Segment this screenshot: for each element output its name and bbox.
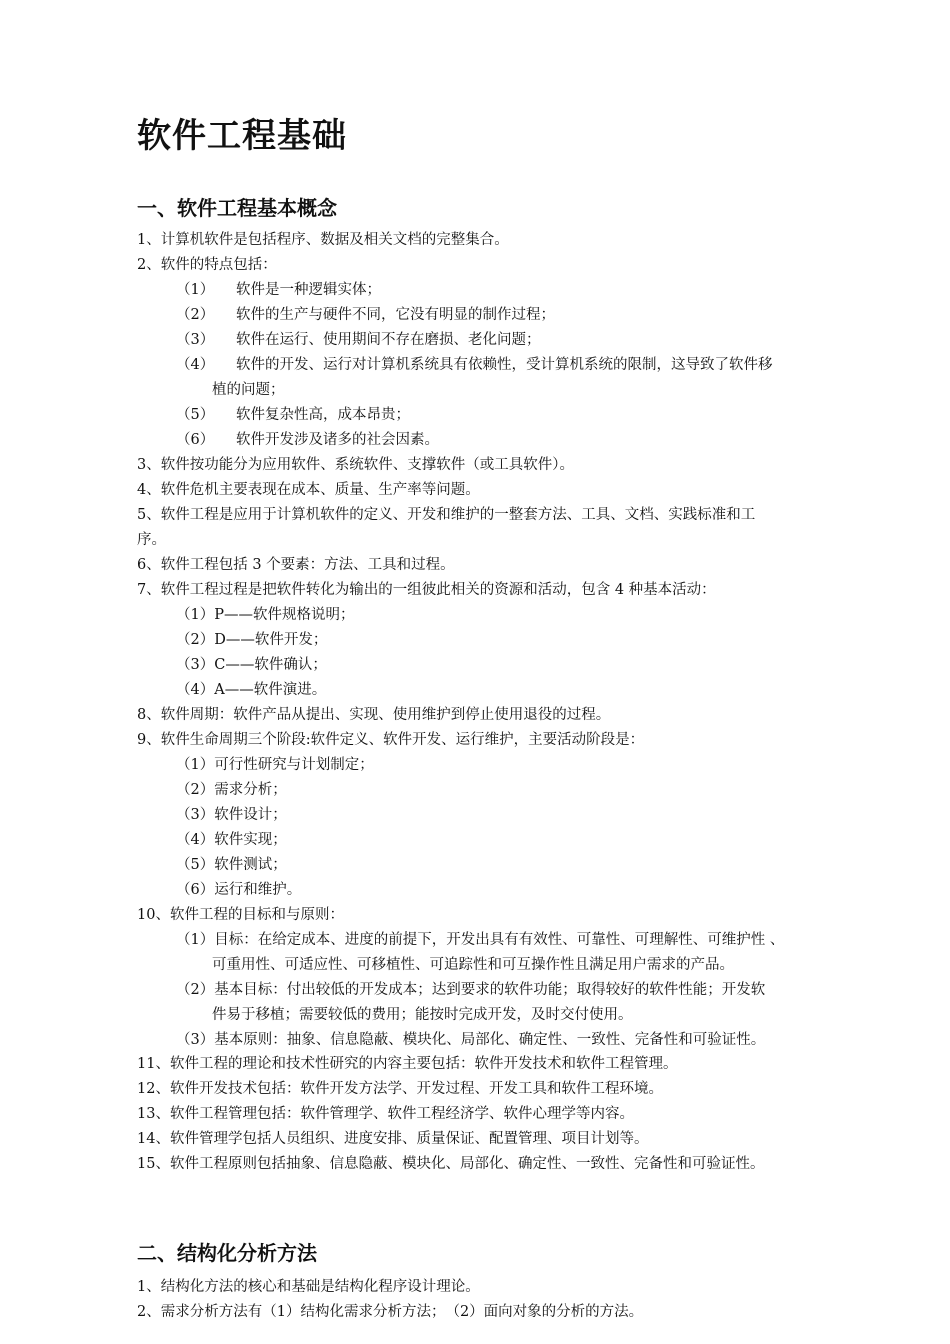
- stage-item-4: （4）软件实现；: [176, 832, 287, 848]
- goal-item-2-continued: 件易于移植；需要较低的费用；能按时完成开发，及时交付使用。: [212, 1007, 633, 1023]
- item-text: 软件是一种逻辑实体；: [236, 282, 381, 298]
- feature-item-5: [176, 405, 410, 425]
- feature-item-4: [176, 355, 773, 375]
- goal-item-1: （1）目标：在给定成本、进度的前提下，开发出具有有效性、可靠性、可理解性、可维护性 、: [176, 932, 785, 948]
- activity-item-2: （2）D——软件开发；: [176, 632, 328, 648]
- item-number: （2）: [176, 307, 215, 323]
- paragraph-9: 9、软件生命周期三个阶段:软件定义、软件开发、运行维护，主要活动阶段是：: [137, 732, 645, 748]
- paragraph-5: 5、软件工程是应用于计算机软件的定义、开发和维护的一整套方法、工具、文档、实践标准和工: [137, 507, 756, 523]
- goal-item-1-continued: 可重用性、可适应性、可移植性、可追踪性和可互操作性且满足用户需求的产品。: [212, 957, 734, 973]
- paragraph-12: 12、软件开发技术包括：软件开发方法学、开发过程、开发工具和软件工程环境。: [137, 1081, 663, 1097]
- paragraph-6: 6、软件工程包括 3 个要素：方法、工具和过程。: [137, 557, 455, 573]
- stage-item-2: （2）需求分析；: [176, 782, 287, 798]
- item-number: （5）: [176, 407, 215, 423]
- stage-item-1: （1）可行性研究与计划制定；: [176, 757, 374, 773]
- goal-item-3: （3）基本原则：抽象、信息隐蔽、模块化、局部化、确定性、一致性、完备性和可验证性。: [176, 1032, 766, 1048]
- item-text: 软件开发涉及诸多的社会因素。: [236, 432, 439, 448]
- item-text: 软件复杂性高，成本昂贵；: [236, 407, 410, 423]
- paragraph-2: 2、软件的特点包括：: [137, 257, 277, 273]
- activity-item-3: （3）C——软件确认；: [176, 657, 327, 673]
- item-number: （1）: [176, 282, 215, 298]
- paragraph-8: 8、软件周期：软件产品从提出、实现、使用维护到停止使用退役的过程。: [137, 707, 611, 723]
- section-heading-1: 一、软件工程基本概念: [137, 196, 337, 220]
- paragraph-13: 13、软件工程管理包括：软件管理学、软件工程经济学、软件心理学等内容。: [137, 1106, 634, 1122]
- paragraph-1: 1、计算机软件是包括程序、数据及相关文档的完整集合。: [137, 232, 509, 248]
- item-number: （3）: [176, 332, 215, 348]
- document-title: 软件工程基础: [137, 116, 347, 156]
- paragraph-4: 4、软件危机主要表现在成本、质量、生产率等问题。: [137, 482, 480, 498]
- item-text: 软件的生产与硬件不同，它没有明显的制作过程；: [236, 307, 555, 323]
- paragraph-3: 3、软件按功能分为应用软件、系统软件、支撑软件（或工具软件）。: [137, 457, 574, 473]
- stage-item-5: （5）软件测试；: [176, 857, 287, 873]
- feature-item-2: [176, 305, 555, 325]
- goal-item-2: （2）基本目标：付出较低的开发成本；达到要求的软件功能；取得较好的软件性能；开发软: [176, 982, 766, 998]
- paragraph-11: 11、软件工程的理论和技术性研究的内容主要包括：软件开发技术和软件工程管理。: [137, 1056, 678, 1072]
- paragraph-10: 10、软件工程的目标和与原则：: [137, 907, 344, 923]
- stage-item-3: （3）软件设计；: [176, 807, 287, 823]
- section2-paragraph-1: 1、结构化方法的核心和基础是结构化程序设计理论。: [137, 1279, 480, 1295]
- paragraph-5-continued: 序。: [137, 532, 166, 548]
- paragraph-15: 15、软件工程原则包括抽象、信息隐蔽、模块化、局部化、确定性、一致性、完备性和可验证性。: [137, 1156, 765, 1172]
- item-number: （4）: [176, 357, 215, 373]
- paragraph-14: 14、软件管理学包括人员组织、进度安排、质量保证、配置管理、项目计划等。: [137, 1131, 649, 1147]
- paragraph-7: 7、软件工程过程是把软件转化为输出的一组彼此相关的资源和活动，包含 4 种基本活动：: [137, 582, 716, 598]
- feature-item-1: [176, 280, 381, 300]
- item-text: 软件在运行、使用期间不存在磨损、老化问题；: [236, 332, 541, 348]
- feature-item-4-continued: 植的问题；: [212, 382, 285, 398]
- section-heading-2: 二、结构化分析方法: [137, 1241, 317, 1265]
- item-number: （6）: [176, 432, 215, 448]
- stage-item-6: （6）运行和维护。: [176, 882, 302, 898]
- activity-item-4: （4）A——软件演进。: [176, 682, 327, 698]
- feature-item-6: [176, 430, 439, 450]
- activity-item-1: （1）P——软件规格说明；: [176, 607, 355, 623]
- item-text: 软件的开发、运行对计算机系统具有依赖性，受计算机系统的限制，这导致了软件移: [236, 357, 773, 373]
- section2-paragraph-2: 2、需求分析方法有（1）结构化需求分析方法； （2）面向对象的分析的方法。: [137, 1304, 644, 1320]
- feature-item-3: [176, 330, 541, 350]
